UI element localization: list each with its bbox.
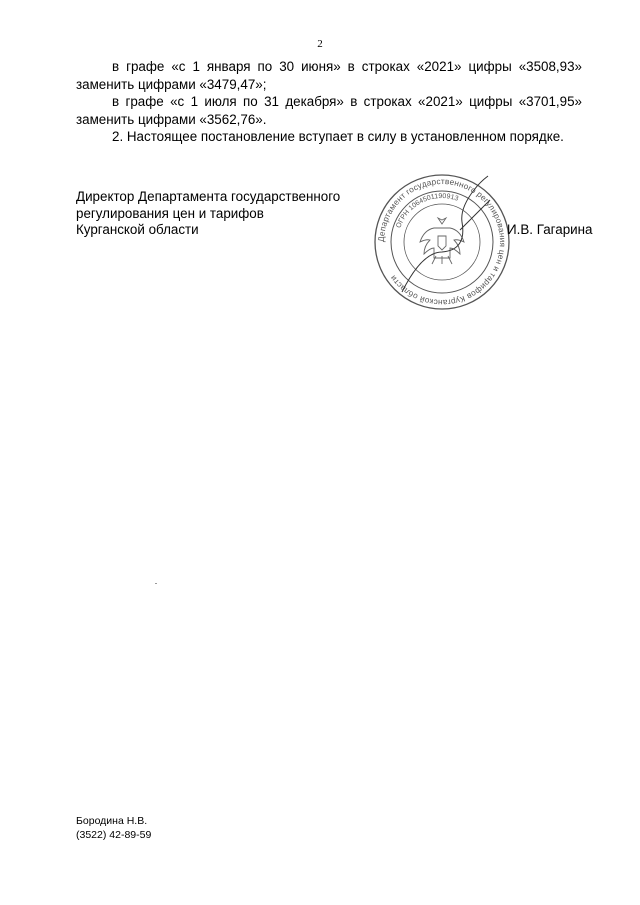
paragraph-line: заменить цифрами «3479,47»; [76,76,267,92]
document-body [76,58,582,146]
paragraph-effective-date: 2. Настоящее постановление вступает в силу в установленном порядке. [112,129,564,144]
official-seal-stamp [372,172,512,312]
author-phone: (3522) 42-89-59 [76,828,152,841]
signatory-title [76,189,340,239]
svg-text:Департамент государственного р: Департамент государственного регулирования цен и тарифов Курганской области [376,176,508,308]
svg-text:ОГРН 1064501190913: ОГРН 1064501190913 [395,192,460,230]
signatory-name: И.В. Гагарина [507,222,593,237]
document-footer [76,815,151,842]
paragraph-first-half-year [76,58,582,93]
paragraph-line: заменить цифрами «3562,76». [76,111,267,127]
signatory-title-line: регулирования цен и тарифов [76,205,264,221]
seal-inner-ring [404,204,480,280]
paragraph-line: в графе «с 1 июля по 31 декабря» в строках «2021» цифры «3701,95» [112,94,582,109]
author-name: Бородина Н.В. [76,815,148,827]
paragraph-line: в графе «с 1 января по 30 июня» в строках «2021» цифры «3508,93» [112,59,582,74]
page-number: 2 [317,38,323,50]
seal-middle-ring [391,191,493,293]
signatory-title-line: Директор Департамента государственного [76,189,341,204]
scan-artifact [155,583,157,584]
paragraph-second-half-year [76,93,582,128]
signatory-title-line: Курганской области [76,222,199,237]
coat-of-arms-eagle-icon [420,218,464,264]
